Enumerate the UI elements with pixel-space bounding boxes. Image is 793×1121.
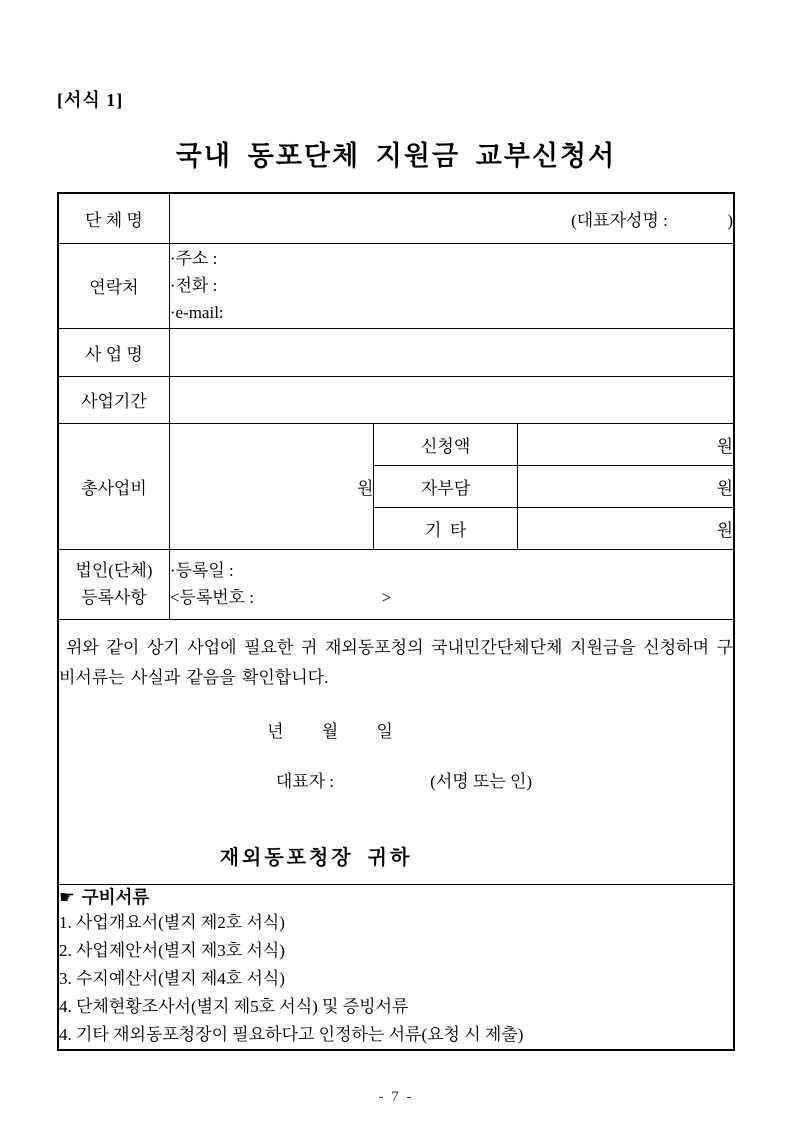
other-funding-label: 기 타 — [374, 507, 517, 549]
pointing-hand-icon: ☛ — [59, 886, 75, 907]
registration-label-line2: 등록사항 — [81, 588, 147, 607]
page-title: 국내 동포단체 지원금 교부신청서 — [175, 141, 617, 171]
recipient-title: 재외동포청장 귀하 — [219, 847, 413, 869]
checklist-item-1: 1. 사업개요서(별지 제2호 서식) — [59, 912, 285, 932]
declaration-cell — [58, 619, 734, 884]
checklist-item-3: 3. 수지예산서(별지 제4호 서식) — [59, 968, 285, 988]
checklist-title-line — [59, 885, 733, 909]
registration-number-line: <등록번호 : > — [169, 588, 392, 607]
project-period-label: 사업기간 — [58, 376, 169, 423]
registration-label-line1: 법인(단체) — [75, 561, 153, 580]
org-name-label: 단 체 명 — [58, 193, 169, 243]
project-period-row — [58, 376, 734, 423]
signature-note: (서명 또는 인) — [430, 772, 533, 791]
requested-amount-cell: 원 — [517, 423, 734, 465]
contact-row — [58, 243, 734, 328]
representative-label: 대표자 : — [275, 772, 335, 791]
project-name-row — [58, 328, 734, 376]
registration-value-cell — [169, 549, 734, 619]
checklist-items — [59, 909, 733, 1049]
total-cost-label: 총사업비 — [58, 423, 169, 549]
contact-phone-line: ·전화 : — [169, 276, 218, 295]
project-name-label: 사 업 명 — [58, 328, 169, 376]
project-name-value-cell — [169, 328, 734, 376]
total-cost-amount-cell: 원 — [169, 423, 374, 549]
project-period-value-cell — [169, 376, 734, 423]
checklist-item-5: 4. 기타 재외동포청장이 필요하다고 인정하는 서류(요청 시 제출) — [59, 1024, 524, 1044]
total-cost-row-1 — [58, 423, 734, 465]
registration-row — [58, 549, 734, 619]
checklist-row — [58, 884, 734, 1050]
page-number: - 7 - — [378, 1089, 414, 1105]
declaration-row — [58, 619, 734, 884]
representative-name-cell: (대표자성명 : ) — [169, 193, 734, 243]
contact-address-line: ·주소 : — [169, 249, 218, 268]
self-funding-cell: 원 — [517, 465, 734, 507]
self-funding-label: 자부담 — [374, 465, 517, 507]
requested-amount-label: 신청액 — [374, 423, 517, 465]
checklist-item-4: 4. 단체현황조사서(별지 제5호 서식) 및 증빙서류 — [59, 996, 409, 1016]
registration-label — [58, 549, 169, 619]
application-form-table — [57, 192, 735, 1051]
contact-email-line: ·e-mail: — [169, 303, 224, 322]
declaration-statement: 위와 같이 상기 사업에 필요한 귀 재외동포청의 국내민간단체단체 지원금을 신청하며 구비서류는 사실과 같음을 확인합니다. — [59, 638, 733, 687]
checklist-title: 구비서류 — [81, 886, 150, 907]
registration-date-line: ·등록일 : — [169, 561, 234, 580]
checklist-cell — [58, 884, 734, 1050]
org-name-row — [58, 193, 734, 243]
signature-line — [67, 767, 734, 792]
contact-label: 연락처 — [58, 243, 169, 328]
form-tag: [서식 1] — [57, 90, 124, 110]
other-funding-cell: 원 — [517, 507, 734, 549]
contact-value-cell — [169, 243, 734, 328]
checklist-item-2: 2. 사업제안서(별지 제3호 서식) — [59, 940, 285, 960]
date-line: 년 월 일 — [267, 722, 393, 741]
